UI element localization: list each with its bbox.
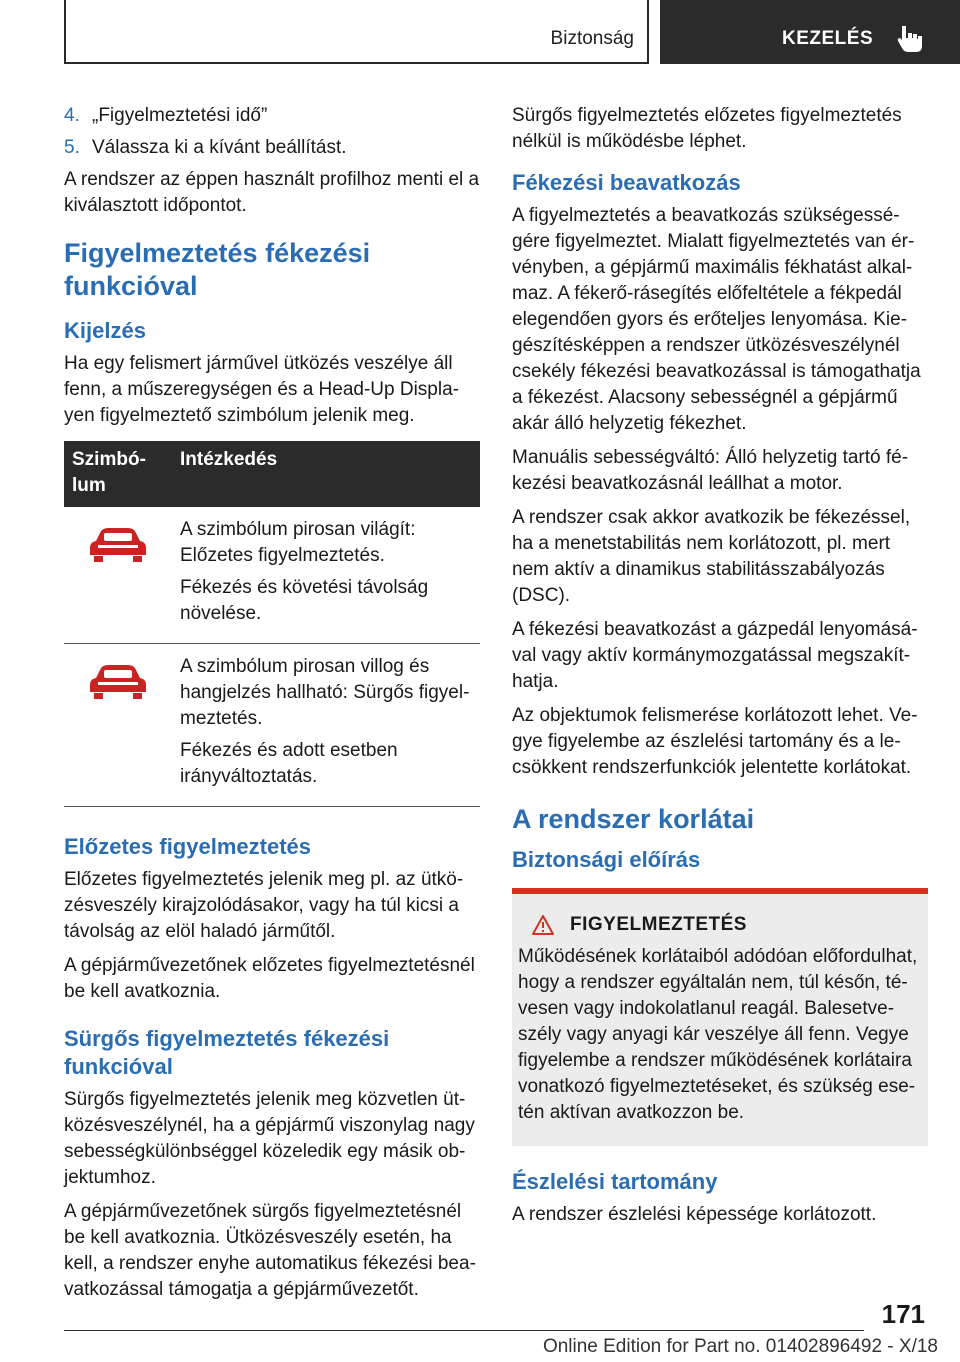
table-cell-text: Fékezés és adott esetben irányváltoztatás.	[180, 740, 398, 787]
symbol-table	[64, 441, 480, 807]
heading-detection-range: Észlelési tartomány	[512, 1169, 718, 1194]
paragraph: A gépjárművezetőnek előzetes figyelmeztetésnél be kell avatkoznia.	[64, 955, 475, 1002]
list-item	[64, 103, 480, 129]
heading-pre-warning: Előzetes figyelmeztetés	[64, 834, 311, 859]
list-item	[64, 135, 480, 161]
paragraph: Sürgős figyelmeztetés jelenik meg közvetlen ütközésveszélynél, ha a gépjármű viszonylag nagy sebességkülönbséggel közeledik egy másik objektumhoz.	[64, 1089, 475, 1188]
page-number: 171	[881, 1299, 925, 1329]
table-header-symbol: Szimbólum	[64, 441, 172, 507]
warning-title: FIGYELMEZTETÉS	[570, 914, 747, 935]
paragraph: A rendszer csak akkor avatkozik be fékezéssel, ha a menetstabilitás nem korlátozott, pl. mert nem aktív a dinamikus stabilitásszabályozás (DSC).	[512, 507, 911, 606]
car-warning-flashing-icon	[86, 662, 150, 702]
warning-text: Működésének korlátaiból adódóan előfordulhat, hogy a rendszer egyáltalán nem, túl későn, tévesen vagy indokolatlanul reagál. Balesetveszély vagy anyagi kár veszélye áll fenn. Vegye figyelembe a rendszer működésének korlátaira vonatkozó figyelmeztetéseket, és szükség esetén aktívan avatkozzon be.	[518, 946, 918, 1123]
paragraph: Manuális sebességváltó: Álló helyzetig tartó fékezési beavatkozásnál leállhat a motor.	[512, 447, 909, 494]
paragraph: A gépjárművezetőnek sürgős figyelmeztetésnél be kell avatkoznia. Ütközésveszély esetén, ha kell, a rendszer enyhe automatikus fékezési beavatkozással támogatja a gépjárművezetőt.	[64, 1201, 476, 1300]
table-cell-text: A szimbólum pirosan villog és hangjelzés hallható: Sürgős figyelmeztetés.	[180, 656, 470, 729]
list-text: Válassza ki a kívánt beállítást.	[92, 137, 347, 158]
paragraph: A rendszer az éppen használt profilhoz menti el a kiválasztott időpontot.	[64, 169, 480, 216]
chapter-label: KEZELÉS	[782, 28, 874, 49]
table-cell-text: Fékezés és követési távolság növelése.	[180, 577, 429, 624]
list-number: 4.	[64, 105, 80, 126]
footer-divider	[64, 1330, 864, 1331]
table-cell-text: A szimbólum pirosan világít: Előzetes figyelmeztetés.	[180, 519, 416, 566]
car-warning-icon	[86, 525, 150, 565]
heading-display: Kijelzés	[64, 318, 146, 343]
paragraph: A fékezési beavatkozást a gázpedál lenyomásával vagy aktív kormánymozgatással megszakíthatja.	[512, 619, 918, 692]
heading-urgent-warning: Sürgős figyelmeztetés fékezési funkcióval	[64, 1026, 390, 1079]
right-column	[512, 103, 928, 1236]
left-column	[64, 103, 480, 1311]
table-row	[64, 644, 480, 807]
paragraph: Az objektumok felismerése korlátozott lehet. Vegye figyelembe az észlelési tartomány és a lecsökkent rendszerfunkciók jelentette korlátokat.	[512, 705, 918, 778]
hand-pointer-icon	[896, 24, 926, 54]
paragraph: Ha egy felismert járművel ütközés veszélye áll fenn, a műszeregységen és a Head-Up Displayen figyelmeztető szimbólum jelenik meg.	[64, 353, 459, 426]
footer-edition: Online Edition for Part no. 01402896492 - X/18	[542, 1336, 938, 1357]
heading-brake-intervention: Fékezési beavatkozás	[512, 170, 741, 195]
table-header-action: Intézkedés	[172, 441, 480, 507]
paragraph: A figyelmeztetés a beavatkozás szükségességére figyelmeztet. Mialatt figyelmeztetés van érvényben, a gépjármű maximális fékhatást alkalmaz. A fékerő-rásegítés előfeltétele a fékpedál elegendően gyors és erőteljes lenyomása. Kiegészítésképpen a rendszer ütközésveszélynél csekély fékezési beavatkozással is támogathatja a fékezést. Alacsony sebességnél a gépjármű akár álló helyzetig fékezhet.	[512, 205, 921, 434]
paragraph: Előzetes figyelmeztetés jelenik meg pl. az ütközésveszély kirajzolódásakor, vagy ha túl kicsi a távolság az elöl haladó járműtől.	[64, 869, 464, 942]
paragraph: A rendszer észlelési képessége korlátozott.	[512, 1204, 877, 1225]
heading-brake-function: Figyelmeztetés fékezési funkcióval	[64, 238, 371, 301]
list-text: „Figyelmeztetési idő”	[92, 105, 268, 126]
heading-safety-note: Biztonsági előírás	[512, 847, 701, 872]
warning-triangle-icon	[532, 915, 554, 935]
warning-box	[512, 888, 928, 1146]
paragraph: Sürgős figyelmeztetés előzetes figyelmeztetés nélkül is működésbe léphet.	[512, 105, 902, 152]
heading-system-limits: A rendszer korlátai	[512, 804, 755, 834]
table-row	[64, 507, 480, 644]
list-number: 5.	[64, 137, 80, 158]
chapter-tab[interactable]	[660, 0, 960, 64]
header-section: Biztonság	[550, 28, 634, 49]
